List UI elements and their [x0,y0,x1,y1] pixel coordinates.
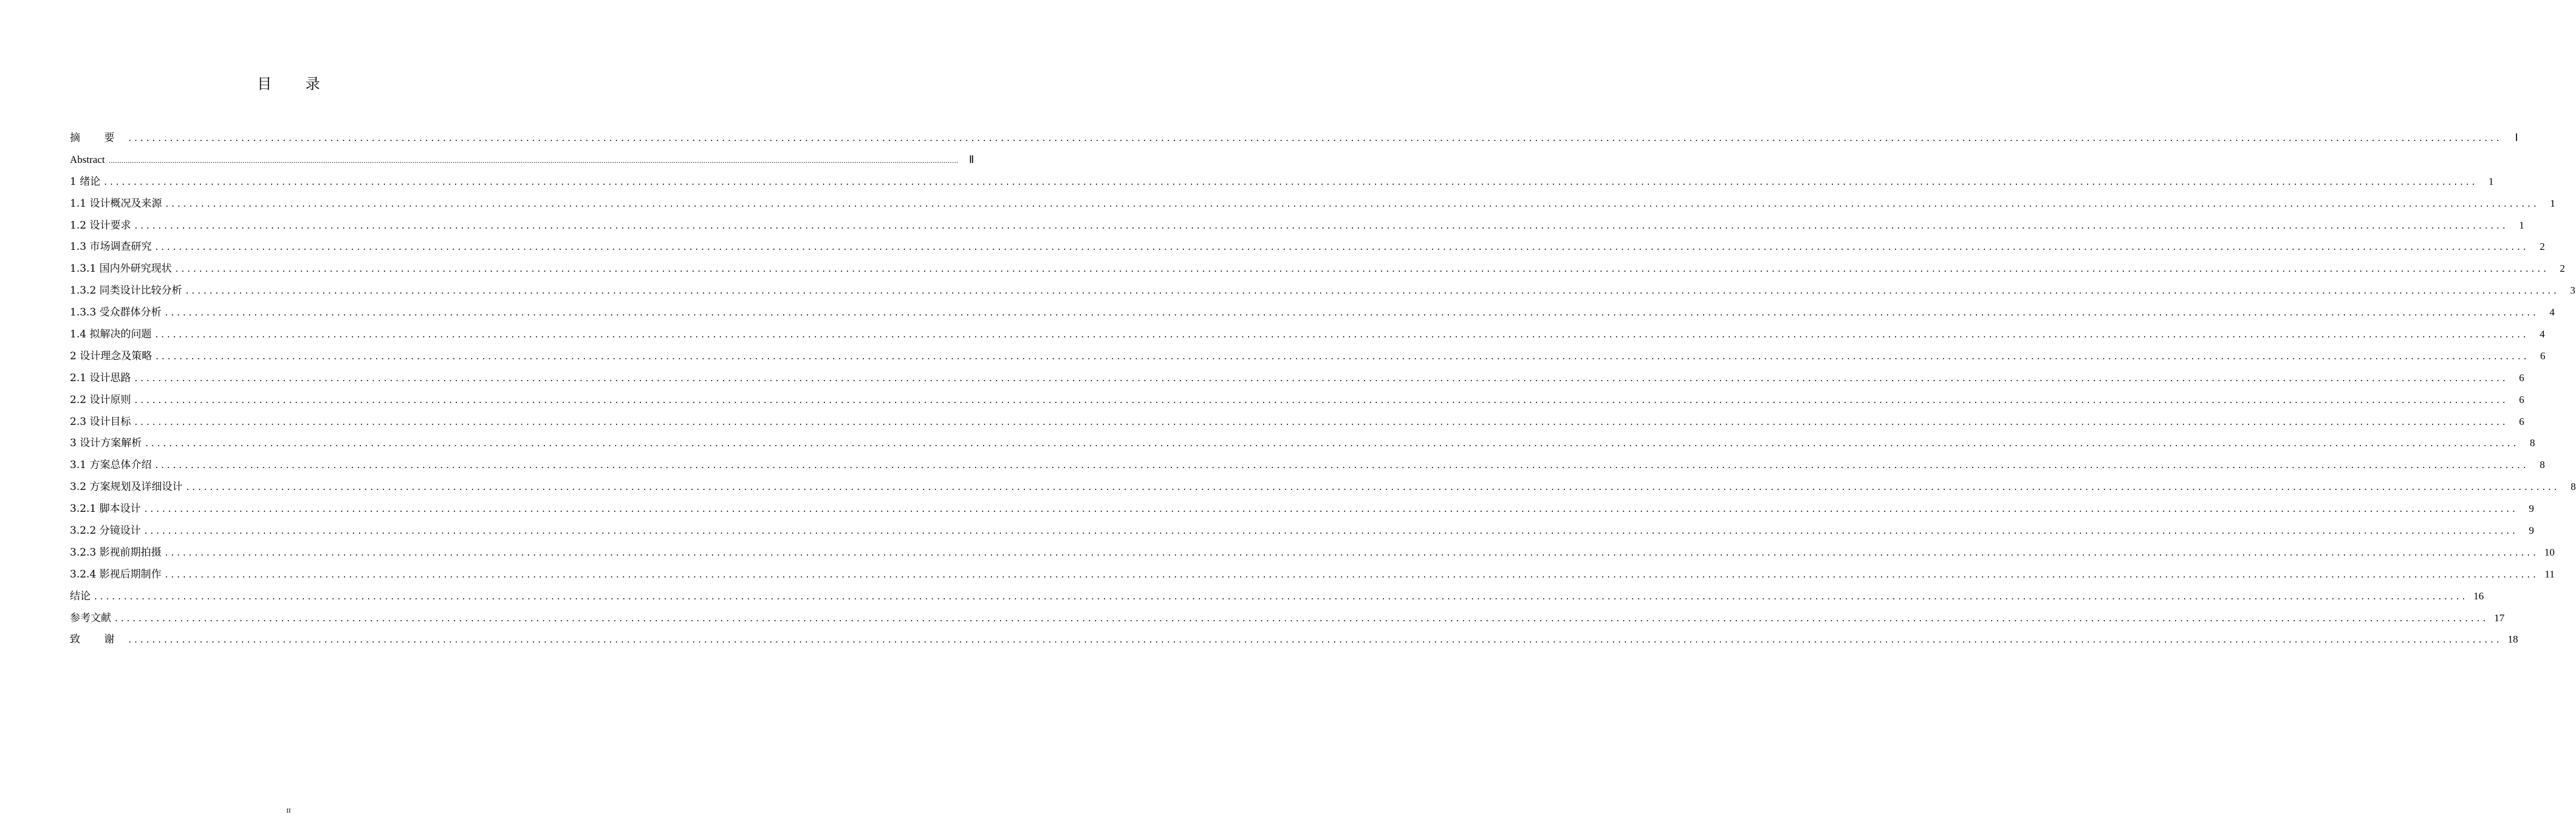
toc-entry-page: 4 [2540,328,2545,340]
toc-entry-page: 10 [2544,546,2555,558]
toc-entry-1-3[interactable] [70,236,2545,258]
toc-entry-acknowledgements[interactable] [70,629,2518,650]
toc-entry-references[interactable] [70,607,2505,629]
toc-entry-label: 1 绪论 [70,175,101,188]
toc-entry-1-3-1[interactable] [70,258,2565,280]
toc-entry-label: 摘 要 [70,132,125,144]
toc-entry-1-1[interactable] [70,193,2555,215]
dot-leader: ................................................................................................................................................................................................................................................................................................................................................................................................................ [185,285,2560,297]
toc-entry-2-1[interactable] [70,367,2524,389]
dot-leader: ................................................................................................................................................................................................................................................................................................................................................................................................................ [155,460,2529,471]
dot-leader: ................................................................................................................................................................................................................................................................................................................................................................................................................ [134,219,2509,231]
toc-entry-page: 8 [2529,437,2535,449]
dot-leader: ................................................................................................................................................................................................................................................................................................................................................................................................................ [155,241,2529,253]
dot-leader: ................................................................................................................................................................................................................................................................................................................................................................................................................ [165,568,2539,580]
toc-entry-label: 2.3 设计目标 [70,415,131,428]
toc-entry-page: 9 [2529,525,2534,537]
toc-entry-chapter-2[interactable] [70,345,2546,367]
toc-entry-abstract-en[interactable] [70,149,975,171]
toc-entry-page: 4 [2549,306,2555,319]
toc-entry-label: 3.2.2 分镜设计 [70,525,141,537]
dot-leader: ................................................................................................................................................................................................................................................................................................................................................................................................................ [165,198,2540,209]
toc-entry-page: 6 [2519,415,2524,427]
toc-entry-page: 1 [2519,219,2524,231]
dot-leader: ................................................................................................................................................................................................................................................................................................................................................................................................................ [104,176,2478,187]
dot-leader: ................................................................................................................................................................................................................................................................................................................................................................................................................ [134,372,2509,384]
dot-leader: ................................................................................................................................................................................................................................................................................................................................................................................................................ [144,503,2518,515]
toc-entry-page: 8 [2540,459,2545,471]
toc-entry-label: 1.3.1 国内外研究现状 [70,263,172,275]
toc-entry-3-2-4[interactable] [70,564,2555,585]
toc-entry-2-2[interactable] [70,389,2524,411]
dot-leader: ................................................................................................................................................................................................................................................................................................................................................................................................................ [115,612,2489,624]
dot-leader: ................................................................................................................................................................................................................................................................................................................................................................................................................ [175,263,2549,275]
toc-entry-chapter-1[interactable] [70,171,2494,193]
dot-leader: ................................................................................................................................................................................................................................................................................................................................................................................................................ [144,525,2518,537]
toc-entry-label: 3.2.4 影视后期制作 [70,568,162,581]
toc-entry-page: 6 [2540,350,2546,362]
toc-entry-page: 17 [2494,612,2505,624]
toc-entry-chapter-3[interactable] [70,432,2535,454]
toc-entry-label: 3.2.3 影视前期拍摄 [70,546,162,559]
toc-entry-label: 3.2.1 脚本设计 [70,503,141,515]
toc-entry-label: 2.1 设计思路 [70,371,131,384]
toc-entry-1-2[interactable] [70,215,2524,236]
toc-entry-label: 3 设计方案解析 [70,437,142,450]
toc-entry-label: 3.1 方案总体介绍 [70,459,152,472]
dot-leader: ................................................................................................................................................................................................................................................................................................................................................................................................................ [186,481,2560,493]
toc-entry-label: 1.3.2 同类设计比较分析 [70,284,182,297]
dot-leader: ................................................................................................................................................................................................................................................................................................................................................................................................................ [94,590,2468,602]
dot-leader: ................................................................................................................................................................................................................................................................................................................................................................................................................ [128,634,2502,646]
toc-entry-label: 结论 [70,590,91,602]
dot-leader: ................................................................................................................................................................................................................................................................................................................................................................................................................ [134,394,2509,405]
page-title: 目 录 [257,75,335,92]
toc-entry-page: 11 [2544,568,2555,580]
toc-entry-page: 2 [2560,263,2565,275]
toc-entry-label: 1.2 设计要求 [70,219,131,232]
dot-leader: ................................................................................................................................................................................................................................................................................................................................................................................................................ [165,546,2539,558]
toc-entry-abstract-cn[interactable] [70,127,2518,149]
toc-entry-page: 3 [2570,284,2575,297]
toc-entry-page: Ⅱ [968,153,975,165]
toc-entry-page: 9 [2529,503,2534,515]
toc-entry-label: 参考文献 [70,612,111,624]
toc-entry-label: 致 谢 [70,633,125,646]
toc-entry-1-3-3[interactable] [70,302,2555,323]
dot-leader: ................................................................................................................................................................................................................................................................................................................................................................................................................ [145,438,2519,449]
toc-entry-1-4[interactable] [70,323,2545,345]
toc-entry-label: 1.3.3 受众群体分析 [70,306,162,319]
toc-entry-page: 8 [2571,481,2576,493]
dot-leader: ................................................................................................................................................................................................................................................................................................................................................................................................................ [108,156,959,165]
table-of-contents [70,127,2576,650]
toc-entry-3-2-2[interactable] [70,520,2534,542]
dot-leader: ................................................................................................................................................................................................................................................................................................................................................................................................................ [156,350,2530,362]
dot-leader: ................................................................................................................................................................................................................................................................................................................................................................................................................ [165,307,2539,319]
toc-entry-1-3-2[interactable] [70,280,2575,302]
toc-entry-3-1[interactable] [70,454,2545,476]
toc-entry-page: 6 [2519,393,2524,405]
dot-leader: ................................................................................................................................................................................................................................................................................................................................................................................................................ [155,329,2529,340]
toc-entry-3-2[interactable] [70,476,2576,498]
toc-entry-label: Abstract [70,153,105,165]
toc-entry-label: 2 设计理念及策略 [70,350,152,362]
toc-entry-page: 6 [2519,371,2524,384]
page-number-footer: II [286,807,291,815]
toc-entry-page: Ⅰ [2515,132,2518,143]
toc-entry-page: 1 [2550,197,2555,209]
toc-entry-label: 3.2 方案规划及详细设计 [70,481,183,494]
toc-entry-page: 16 [2473,590,2484,602]
toc-entry-label: 2.2 设计原则 [70,393,131,406]
toc-entry-page: 2 [2540,241,2545,253]
toc-entry-3-2-1[interactable] [70,498,2534,520]
toc-entry-conclusion[interactable] [70,585,2484,607]
toc-entry-page: 18 [2507,633,2518,646]
toc-entry-3-2-3[interactable] [70,542,2555,564]
toc-entry-label: 1.4 拟解决的问题 [70,328,152,341]
toc-entry-label: 1.1 设计概况及来源 [70,197,162,210]
dot-leader: ................................................................................................................................................................................................................................................................................................................................................................................................................ [128,133,2502,143]
toc-entry-page: 1 [2488,175,2494,187]
dot-leader: ................................................................................................................................................................................................................................................................................................................................................................................................................ [134,416,2509,427]
toc-entry-2-3[interactable] [70,411,2524,433]
toc-entry-label: 1.3 市场调查研究 [70,241,152,253]
